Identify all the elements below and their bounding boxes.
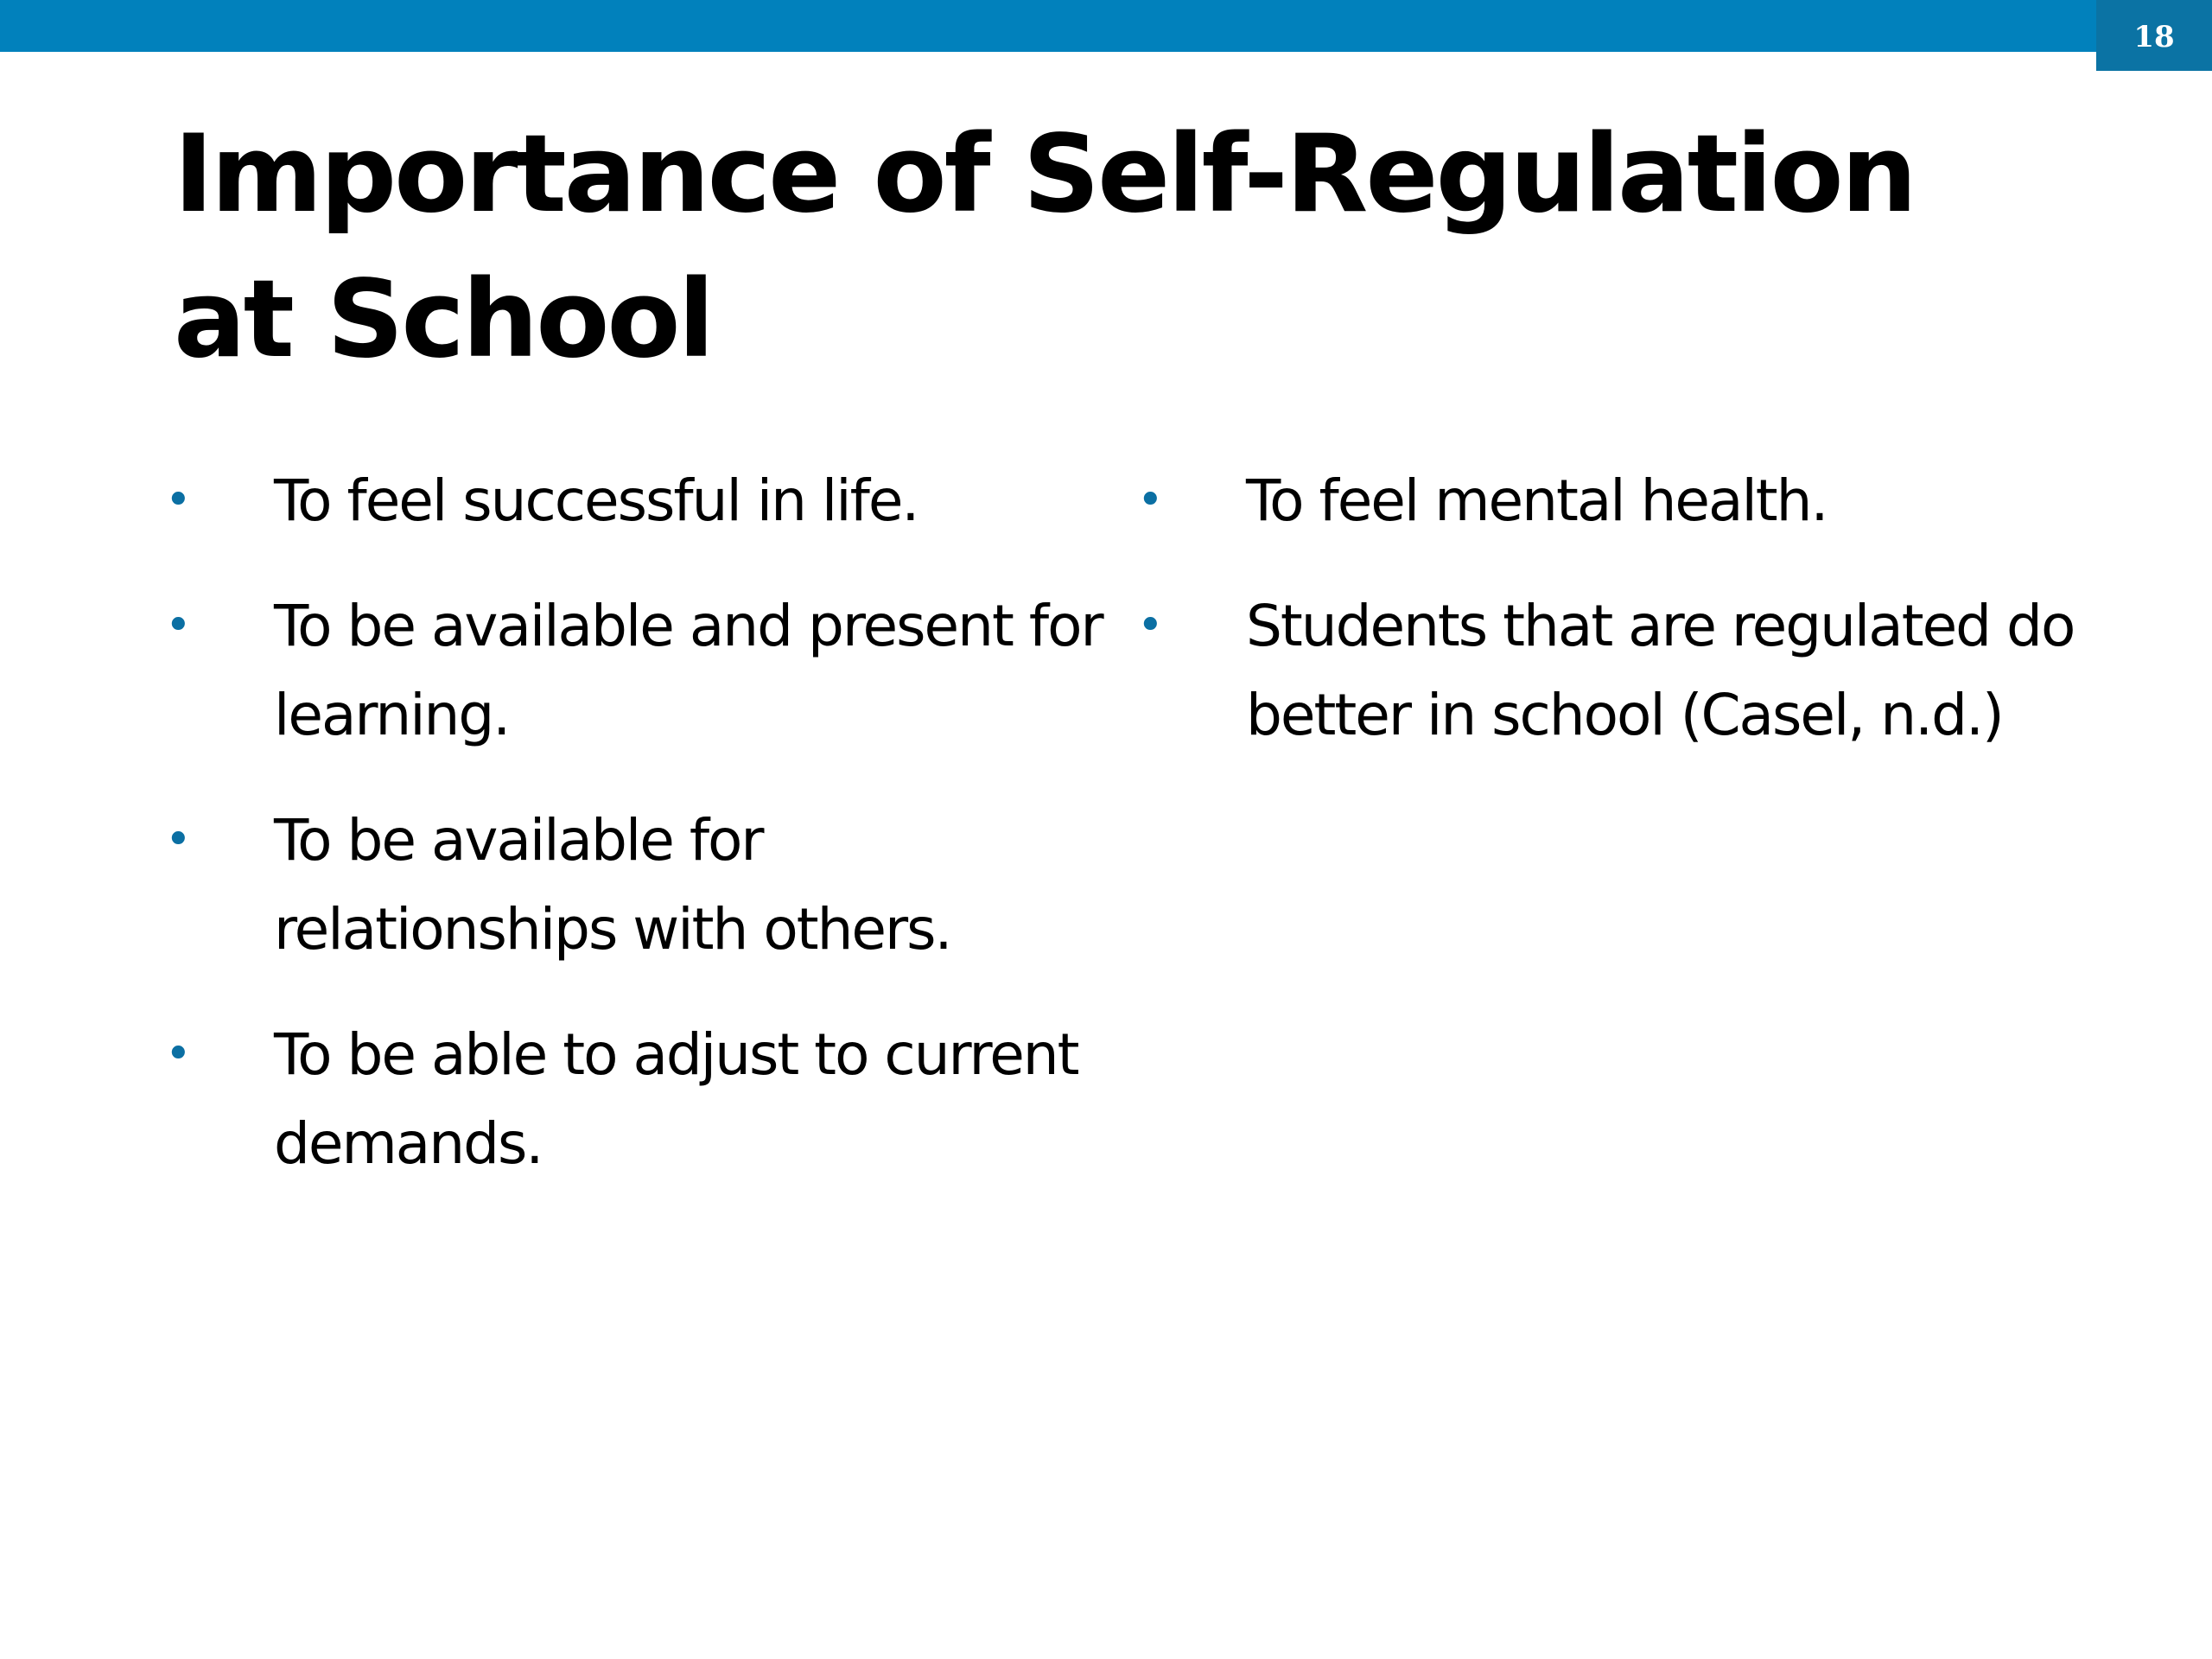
bullet-text: Students that are regulated do better in school (Casel, n.d.) <box>1246 593 2075 748</box>
bullet-item <box>160 1010 1132 1188</box>
bullet-list <box>160 456 2104 1234</box>
page-number: 18 <box>2133 20 2175 54</box>
bullet-dot-icon: • <box>1137 600 1162 652</box>
top-accent-bar <box>0 0 2212 52</box>
bullet-item <box>1132 456 2104 545</box>
bullet-dot-icon: • <box>165 474 190 526</box>
bullet-text: To feel successful in life. <box>274 467 918 534</box>
bullet-item <box>160 796 1132 974</box>
bullet-item <box>160 456 1132 545</box>
slide-title: Importance of Self-Regulation at School <box>174 112 1915 382</box>
page-number-badge <box>2096 0 2212 71</box>
bullet-item <box>1132 582 2104 760</box>
bullet-columns <box>160 456 2104 1234</box>
bullet-text: To feel mental health. <box>1246 467 1827 534</box>
bullet-text: To be available and present for learning. <box>274 593 1103 748</box>
bullet-dot-icon: • <box>165 600 190 652</box>
bullet-text: To be able to adjust to current demands. <box>274 1021 1078 1177</box>
bullet-text: To be available for relationships with others. <box>274 807 951 963</box>
bullet-dot-icon: • <box>1137 474 1162 526</box>
bullet-dot-icon: • <box>165 814 190 866</box>
bullet-dot-icon: • <box>165 1028 190 1080</box>
bullet-item <box>160 582 1132 760</box>
